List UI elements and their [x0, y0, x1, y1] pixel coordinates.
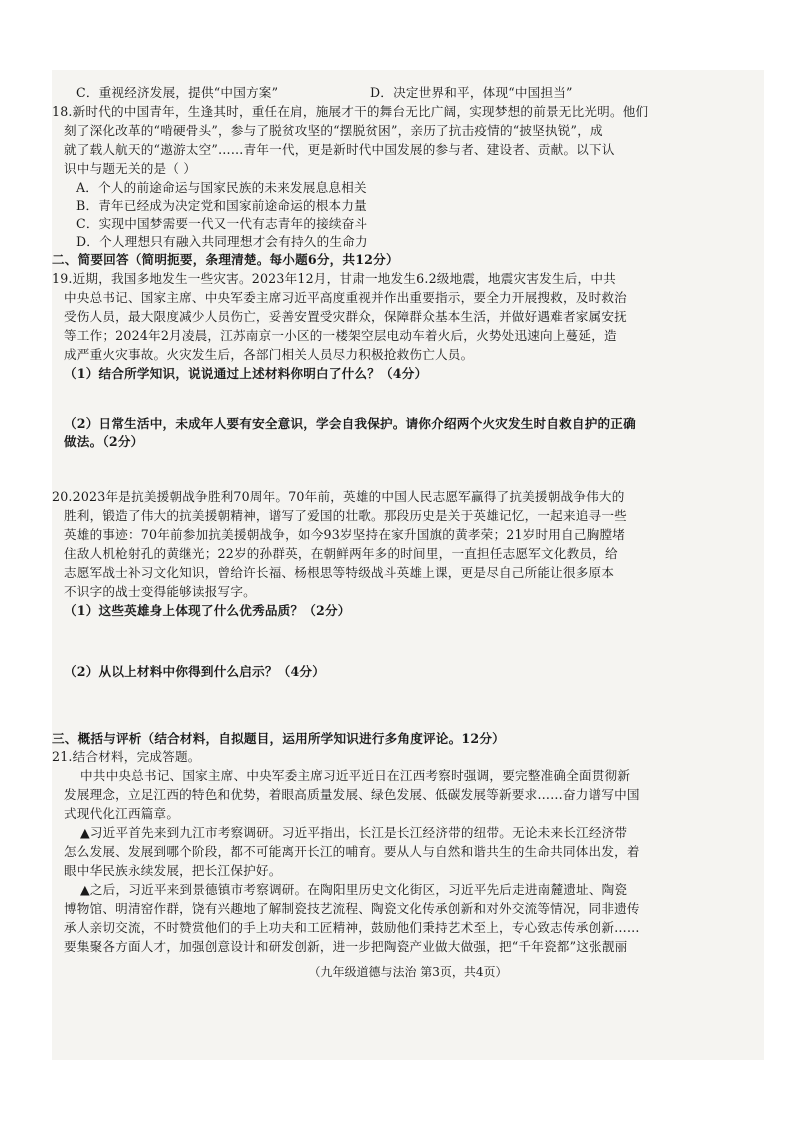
material-p3-line-3: 承人亲切交流，不时赞赏他们的手上功夫和工匠精神，鼓励他们秉持艺术至上，专心致志传承创新……	[64, 920, 640, 935]
question-19-line-1: 19.近期，我国多地发生一些灾害。2023年12月，甘肃一地发生6.2级地震，地震灾害发生后，中共	[52, 271, 616, 286]
material-p2-line-3: 眼中华民族永续发展，把长江保护好。	[64, 863, 282, 878]
material-p1-line-1: 中共中央总书记、国家主席、中央军委主席习近平近日在江西考察时强调，要完整准确全面贯彻新	[80, 768, 631, 783]
option-17c: C．重视经济发展，提供“中国方案”	[76, 85, 279, 100]
question-18-line-4: 识中与题无关的是（ ）	[64, 161, 197, 176]
material-p2-line-2: 怎么发展、发展到哪个阶段，都不可能离开长江的哺育。要从人与自然和谐共生的生命共同体出发，着	[64, 844, 640, 859]
option-18a: A．个人的前途命运与国家民族的未来发展息息相关	[76, 180, 367, 195]
option-18b: B．青年已经成为决定党和国家前途命运的根本力量	[76, 198, 367, 213]
question-20-line-5: 志愿军战士补习文化知识，曾给许长福、杨根思等特级战斗英雄上课，更是尽自己所能让很多原本	[64, 565, 615, 580]
question-20-line-4: 住敌人机枪射孔的黄继光；22岁的孙群英，在朝鲜两年多的时间里，一直担任志愿军文化教员，给	[64, 546, 618, 561]
option-18d: D．个人理想只有融入共同理想才会有持久的生命力	[76, 234, 368, 249]
material-p1-line-2: 发展理念，立足江西的特色和优势，着眼高质量发展、绿色发展、低碳发展等新要求……奋力谱写中国	[64, 787, 640, 802]
material-p3-line-1: ▲之后，习近平来到景德镇市考察调研。在陶阳里历史文化街区，习近平先后走进南麓遗址、陶瓷	[80, 882, 628, 897]
page-footer: （九年级道德与法治 第3页，共4页）	[308, 965, 508, 979]
question-20-sub-2: （2）从以上材料中你得到什么启示？（4分）	[64, 664, 326, 679]
question-20-line-2: 胜利，锻造了伟大的抗美援朝精神，谱写了爱国的壮歌。那段历史是关于英雄记忆，一起来追寻一些	[64, 508, 627, 523]
question-21: 21.结合材料，完成答题。	[52, 749, 201, 764]
material-p3-line-4: 要集聚各方面人才，加强创意设计和研发创新，进一步把陶瓷产业做大做强，把“千年瓷都”这张靓丽	[64, 939, 628, 954]
material-p2-line-1: ▲习近平首先来到九江市考察调研。习近平指出，长江是长江经济带的纽带。无论未来长江经济带	[80, 825, 628, 840]
question-19-line-3: 受伤人员，最大限度减少人员伤亡，妥善安置受灾群众，保障群众基本生活，并做好遇难者家属安抚	[64, 309, 627, 324]
material-p3-line-2: 博物馆、明清窑作群，饶有兴趣地了解制瓷技艺流程、陶瓷文化传承创新和对外交流等情况，同非遗传	[64, 901, 640, 916]
question-20-line-3: 英雄的事迹：70年前参加抗美援朝战争，如今93岁坚持在家升国旗的黄孝荣；21岁时用自己胸膛堵	[64, 527, 626, 542]
exam-page	[52, 70, 764, 1060]
question-18-line-2: 刻了深化改革的“啃硬骨头”，参与了脱贫攻坚的“摆脱贫困”，亲历了抗击疫情的“披坚执锐”，成	[64, 123, 603, 138]
section-2-heading: 二、简要回答（简明扼要，条理清楚。每小题6分，共12分）	[52, 252, 399, 267]
question-19-line-4: 等工作；2024年2月凌晨，江苏南京一小区的一楼架空层电动车着火后，火势处迅速向上蔓延，造	[64, 328, 617, 343]
material-p1-line-3: 式现代化江西篇章。	[64, 806, 180, 821]
question-19-sub-2-line-2: 做法。（2分）	[64, 434, 144, 449]
option-17d: D．决定世界和平，体现“中国担当”	[370, 85, 573, 100]
question-18-line-3: 就了载人航天的“遨游太空”……青年一代，更是新时代中国发展的参与者、建设者、贡献。以下认	[64, 142, 615, 157]
question-19-line-2: 中央总书记、国家主席、中央军委主席习近平高度重视并作出重要指示，要全力开展搜救，及时救治	[64, 290, 627, 305]
question-18-line-1: 18.新时代的中国青年，生逢其时，重任在肩，施展才干的舞台无比广阔，实现梦想的前景无比光明。他们	[52, 104, 649, 119]
question-20-line-6: 不识字的战士变得能够读报写字。	[64, 584, 256, 599]
question-20-line-1: 20.2023年是抗美援朝战争胜利70周年。70年前，英雄的中国人民志愿军赢得了抗美援朝战争伟大的	[52, 489, 625, 504]
section-3-heading: 三、概括与评析（结合材料，自拟题目，运用所学知识进行多角度评论。12分）	[52, 731, 505, 746]
question-20-sub-1: （1）这些英雄身上体现了什么优秀品质？（2分）	[64, 603, 351, 618]
question-19-sub-1: （1）结合所学知识，说说通过上述材料你明白了什么？（4分）	[64, 366, 428, 381]
question-19-sub-2-line-1: （2）日常生活中，未成年人要有安全意识，学会自我保护。请你介绍两个火灾发生时自救自护的正确	[64, 416, 636, 431]
question-19-line-5: 成严重火灾事故。火灾发生后，各部门相关人员尽力积极抢救伤亡人员。	[64, 347, 474, 362]
option-18c: C．实现中国梦需要一代又一代有志青年的接续奋斗	[76, 216, 368, 231]
